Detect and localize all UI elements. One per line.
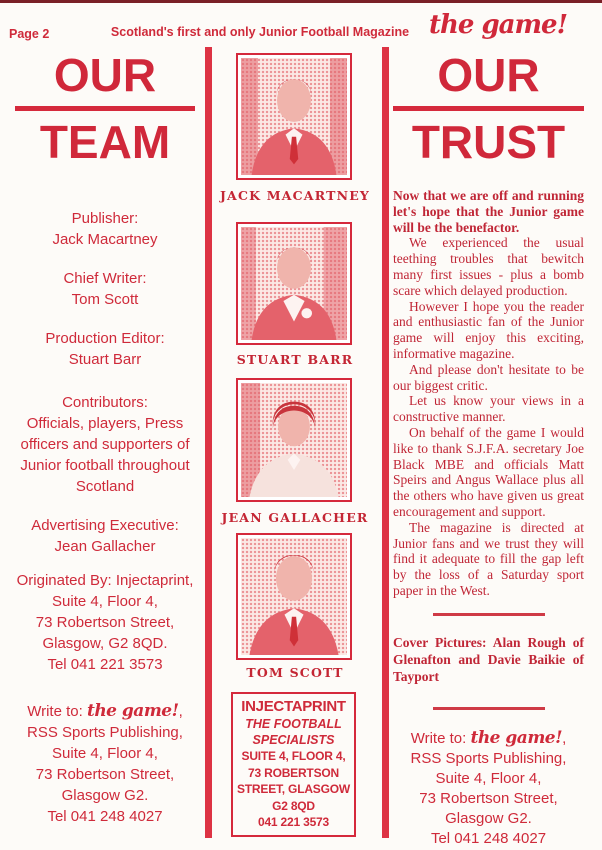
- originated-block: [8, 570, 202, 675]
- editorial-paragraph: And please don't hesitate to be our biggest critic.: [393, 361, 584, 393]
- halftone-portrait: [241, 227, 347, 340]
- advert-tagline: THE FOOTBALL: [245, 717, 342, 731]
- editorial-paragraph: However I hope you the reader and enthusiastic fan of the Junior game will enjoy this exciting, informative magazine.: [393, 298, 584, 361]
- inline-logo: the game!: [470, 727, 563, 748]
- team-role: Contributors:: [62, 394, 148, 411]
- injectaprint-advert-box: [231, 692, 356, 837]
- title-rule: [393, 106, 584, 111]
- write-to-block-right: [393, 728, 584, 849]
- team-entry-contributors: [8, 392, 202, 497]
- trust-editorial: [393, 188, 584, 599]
- team-name: Officials, players, Press officers and supporters of Junior football throughout Scotland: [20, 415, 190, 495]
- masthead-logo: the game!: [429, 10, 567, 40]
- trust-title-our: OUR: [437, 49, 540, 101]
- advert-name: INJECTAPRINT: [241, 698, 346, 715]
- write-to-block-left: [8, 701, 202, 827]
- team-name: Tom Scott: [71, 291, 139, 308]
- inline-logo: the game!: [86, 701, 179, 721]
- team-role: Production Editor:: [45, 330, 165, 347]
- originated-line: Originated By: Injectaprint,: [16, 572, 194, 589]
- write-to-heading: Write to: the game!,: [27, 701, 183, 721]
- page-top-edge: [0, 0, 602, 3]
- team-entry-production-editor: [8, 328, 202, 370]
- advert-tagline: SPECIALISTS: [252, 733, 335, 747]
- team-name: Jack Macartney: [52, 231, 158, 248]
- team-role: Advertising Executive:: [31, 517, 179, 534]
- editorial-paragraph: We experienced the usual teething troubles that bewitch many first issues - plus a bomb scare which delayed production.: [393, 235, 584, 298]
- write-to-line: RSS Sports Publishing,: [27, 724, 183, 741]
- portrait-photo-jean-gallacher: [236, 378, 352, 502]
- advert-line: G2 8QD: [272, 798, 315, 813]
- write-to-line: Suite 4, Floor 4,: [52, 745, 158, 762]
- our-trust-column: [393, 49, 584, 849]
- write-to-heading: Write to: the game!,: [410, 727, 567, 748]
- page-number: Page 2: [9, 27, 50, 41]
- originated-line: Suite 4, Floor 4,: [52, 593, 158, 610]
- team-name: Jean Gallacher: [54, 538, 156, 555]
- write-to-line: Tel 041 248 4027: [47, 808, 163, 825]
- trust-title-trust: TRUST: [411, 116, 566, 168]
- team-title-our: OUR: [53, 49, 157, 101]
- editorial-paragraph: The magazine is directed at Junior fans and we trust they will find it adequate to fill the gap left by the loss of a Saturday sport paper in the West.: [393, 519, 584, 598]
- halftone-portrait: [241, 538, 347, 655]
- write-to-line: Suite 4, Floor 4,: [435, 769, 542, 787]
- photo-caption: JEAN GALLACHER: [221, 510, 369, 525]
- team-entry-advertising: [8, 515, 202, 557]
- editorial-paragraph: Let us know your views in a constructive manner.: [393, 393, 584, 425]
- cover-pictures-note: Cover Pictures: Alan Rough of Glenafton and Davie Baikie of Tayport: [393, 634, 584, 684]
- title-rule: [15, 106, 195, 111]
- originated-line: Tel 041 221 3573: [47, 656, 163, 673]
- halftone-portrait: [241, 383, 347, 497]
- team-entry-publisher: [8, 208, 202, 250]
- write-to-line: Glasgow G2.: [445, 809, 532, 827]
- column-divider-bar: [205, 47, 212, 838]
- section-divider-rule: [433, 613, 545, 616]
- photo-caption: JACK MACARTNEY: [219, 188, 371, 203]
- column-divider-bar: [382, 47, 389, 838]
- photo-caption: TOM SCOTT: [246, 665, 344, 680]
- our-team-column: [8, 49, 202, 845]
- halftone-portrait: [241, 58, 347, 175]
- team-role: Chief Writer:: [63, 270, 147, 287]
- team-title-team: TEAM: [39, 116, 171, 168]
- portrait-photo-jack-macartney: [236, 53, 352, 180]
- team-name: Stuart Barr: [68, 351, 142, 368]
- portrait-photo-stuart-barr: [236, 222, 352, 345]
- originated-line: Glasgow, G2 8QD.: [42, 635, 168, 652]
- team-role: Publisher:: [71, 210, 139, 227]
- magazine-tagline: Scotland's first and only Junior Football Magazine: [110, 25, 410, 39]
- advert-line: 73 ROBERTSON: [248, 765, 339, 780]
- write-to-line: 73 Robertson Street,: [35, 766, 175, 783]
- editorial-lead: Now that we are off and running let's hope that the Junior game will be the benefactor.: [393, 188, 584, 235]
- photo-caption: STUART BARR: [236, 352, 354, 367]
- section-divider-rule: [433, 707, 545, 710]
- team-entry-chief-writer: [8, 268, 202, 310]
- advert-line: 041 221 3573: [257, 815, 329, 829]
- portrait-photo-tom-scott: [236, 533, 352, 660]
- write-to-line: Glasgow G2.: [61, 787, 149, 804]
- editorial-paragraph: On behalf of the game I would like to thank S.J.F.A. secretary Joe Black MBE and officials Matt Speirs and Angus Wallace plus all the others who have given us great encouragement and support.: [393, 424, 584, 519]
- advert-line: STREET, GLASGOW: [236, 782, 350, 796]
- write-to-line: Tel 041 248 4027: [430, 829, 547, 847]
- write-to-line: 73 Robertson Street,: [419, 789, 558, 807]
- write-to-line: RSS Sports Publishing,: [410, 749, 567, 767]
- originated-line: 73 Robertson Street,: [35, 614, 175, 631]
- advert-line: SUITE 4, FLOOR 4,: [241, 749, 346, 763]
